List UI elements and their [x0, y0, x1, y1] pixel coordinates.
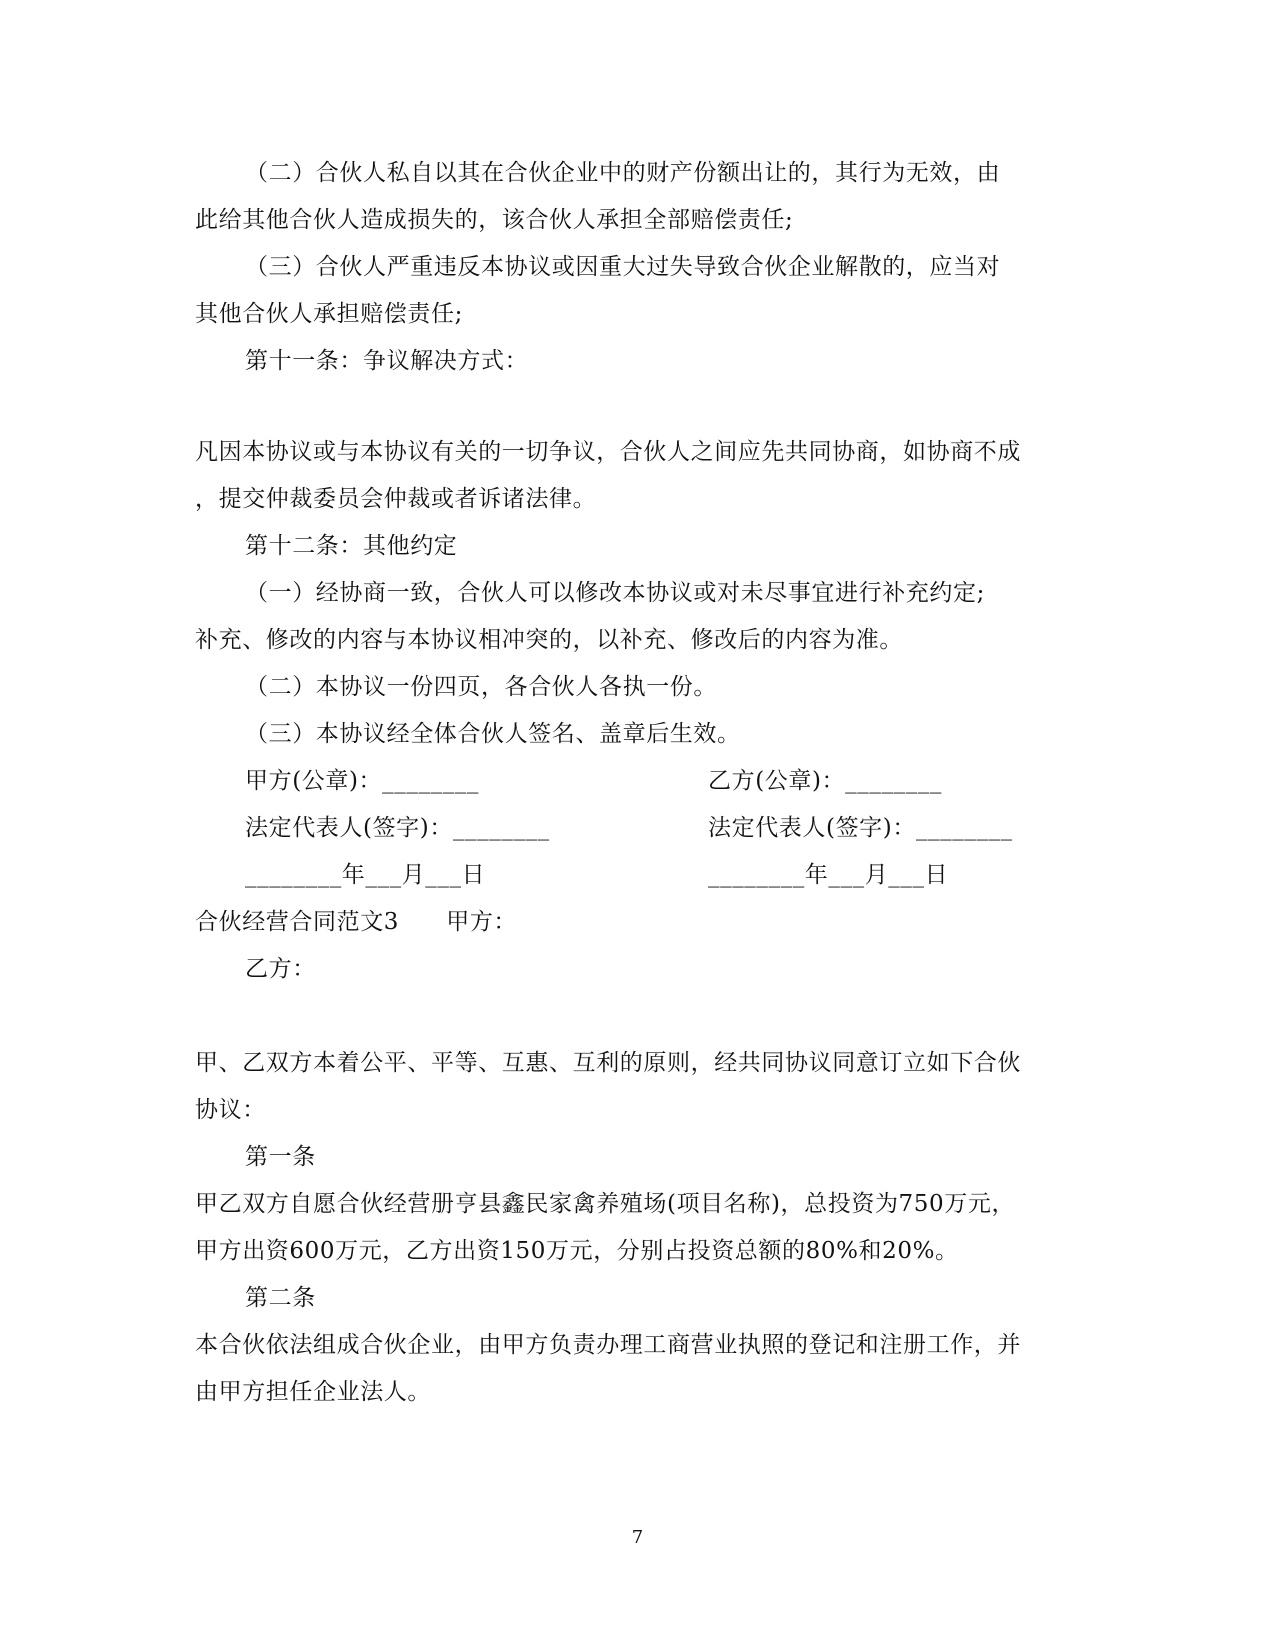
section-heading: 第十二条：其他约定 — [245, 533, 458, 559]
party-b-seal-line: 乙方(公章)：________ — [708, 768, 942, 794]
paragraph-line: （二）本协议一份四页，各合伙人各执一份。 — [245, 674, 717, 700]
paragraph-line: （三）本协议经全体合伙人签名、盖章后生效。 — [245, 721, 741, 747]
paragraph-line: （三）合伙人严重违反本协议或因重大过失导致合伙企业解散的，应当对 — [245, 254, 1001, 280]
paragraph-line: 乙方： — [245, 956, 316, 982]
paragraph-line: 凡因本协议或与本协议有关的一切争议，合伙人之间应先共同协商，如协商不成 — [195, 439, 1021, 465]
paragraph-line: 协议： — [195, 1097, 266, 1123]
paragraph-line: 甲、乙双方本着公平、平等、互惠、互利的原则，经共同协议同意订立如下合伙 — [195, 1050, 1021, 1076]
paragraph-line: （二）合伙人私自以其在合伙企业中的财产份额出让的，其行为无效，由 — [245, 160, 1001, 186]
paragraph-line: （一）经协商一致，合伙人可以修改本协议或对未尽事宜进行补充约定; — [245, 580, 985, 606]
contract-title-line: 合伙经营合同范文3 甲方： — [195, 909, 518, 935]
paragraph-line: 由甲方担任企业法人。 — [195, 1379, 431, 1405]
party-a-date-line: ________年___月___日 — [245, 862, 486, 888]
party-b-representative-line: 法定代表人(签字)：________ — [708, 815, 1013, 841]
party-a-seal-line: 甲方(公章)：________ — [245, 768, 479, 794]
party-b-date-line: ________年___月___日 — [708, 862, 949, 888]
party-a-representative-line: 法定代表人(签字)：________ — [245, 815, 550, 841]
paragraph-line: 本合伙依法组成合伙企业，由甲方负责办理工商营业执照的登记和注册工作，并 — [195, 1332, 1021, 1358]
paragraph-line: 其他合伙人承担赔偿责任; — [195, 301, 463, 327]
paragraph-line: ，提交仲裁委员会仲裁或者诉诸法律。 — [195, 486, 597, 512]
section-heading: 第一条 — [245, 1144, 316, 1170]
page-number: 7 — [631, 1527, 644, 1548]
section-heading: 第十一条：争议解决方式： — [245, 348, 529, 374]
section-heading: 第二条 — [245, 1285, 316, 1311]
paragraph-line: 补充、修改的内容与本协议相冲突的，以补充、修改后的内容为准。 — [195, 627, 903, 653]
paragraph-line: 甲方出资600万元，乙方出资150万元，分别占投资总额的80%和20%。 — [195, 1238, 959, 1264]
paragraph-line: 甲乙双方自愿合伙经营册亨县鑫民家禽养殖场(项目名称)，总投资为750万元， — [195, 1191, 1016, 1217]
paragraph-line: 此给其他合伙人造成损失的，该合伙人承担全部赔偿责任; — [195, 207, 794, 233]
